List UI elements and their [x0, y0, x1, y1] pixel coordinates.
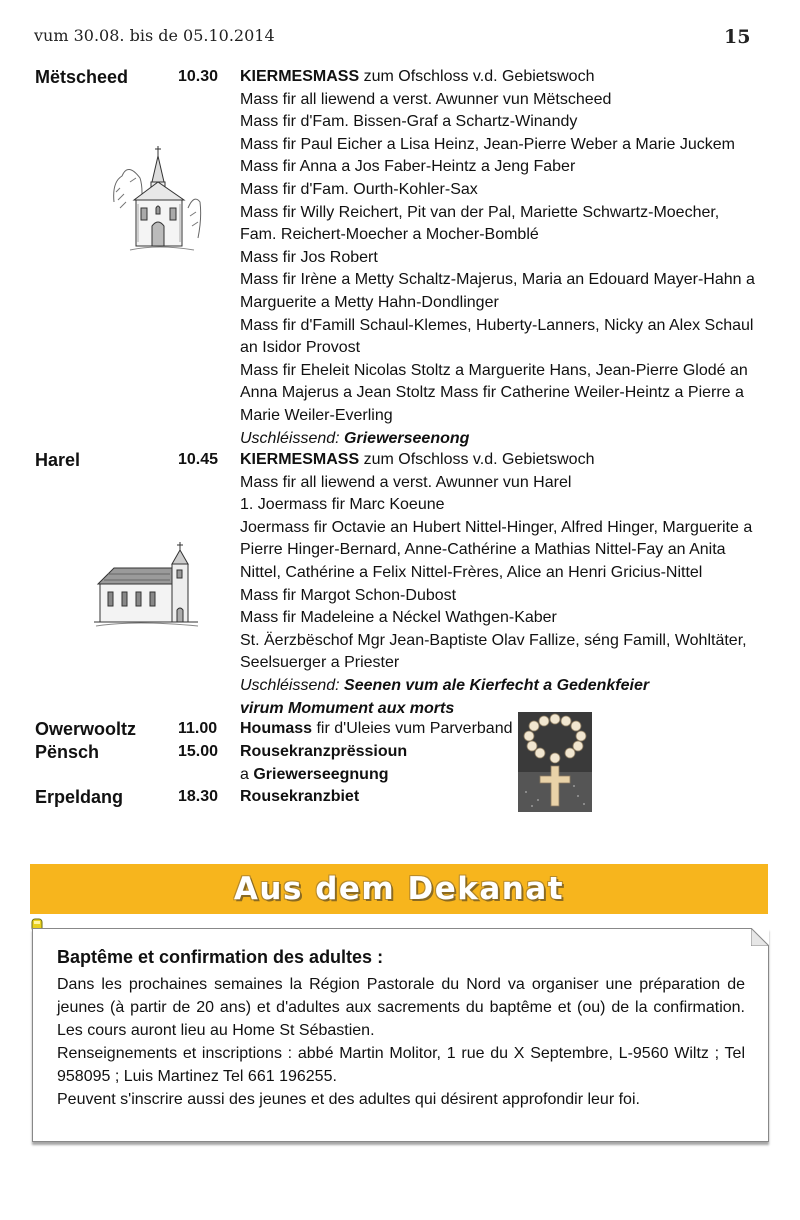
schedule-line	[240, 472, 765, 495]
schedule-text: Marie Weiler-Everling	[240, 406, 393, 424]
notice-box	[32, 928, 769, 1142]
schedule-text: Griewerseegnung	[253, 765, 389, 783]
schedule-text: Fam. Reichert-Moecher a Mocher-Bomblé	[240, 226, 539, 244]
schedule-text: zum Ofschloss v.d. Gebietswoch	[359, 68, 595, 85]
schedule-line	[240, 405, 765, 428]
metscheed-church-drawing	[110, 142, 202, 254]
schedule-line	[240, 428, 765, 451]
schedule-line	[240, 652, 765, 675]
schedule-text: Mass fir d'Fam. Bissen-Graf a Schartz-Winandy	[240, 113, 578, 131]
schedule-text: Mass fir Eheleit Nicolas Stoltz a Marguerite Hans, Jean-Pierre Glodé an	[240, 361, 748, 379]
schedule-text: Mass fir all liewend a verst. Awunner vun Harel	[240, 473, 572, 491]
schedule-line	[240, 764, 765, 787]
harel-church-drawing	[94, 540, 200, 630]
event-lines	[240, 718, 765, 741]
event-lines	[240, 66, 765, 450]
event-place: Harel	[35, 450, 81, 470]
schedule-text: Rousekranzbiet	[240, 788, 360, 805]
notice-title: Baptême et confirmation des adultes :	[57, 947, 384, 967]
schedule-line	[240, 134, 765, 157]
schedule-text: St. Äerzbëschof Mgr Jean-Baptiste Olav Fallize, séng Famill, Wohltäter,	[240, 631, 747, 649]
event-lines	[240, 741, 765, 786]
schedule-line	[240, 585, 765, 608]
schedule-text: Mass fir Jos Robert	[240, 248, 378, 266]
schedule-line	[240, 630, 765, 653]
schedule-line	[240, 517, 765, 540]
schedule-text: virum Momument aux morts	[240, 699, 455, 717]
event-time: 10.45	[178, 451, 219, 468]
schedule-line	[240, 337, 765, 360]
schedule-line	[240, 786, 765, 809]
schedule-text: Seenen vum ale Kierfecht a Gedenkfeier	[344, 676, 650, 694]
schedule-text: zum Ofschloss v.d. Gebietswoch	[359, 451, 595, 468]
folded-corner	[751, 928, 769, 946]
schedule-line	[240, 315, 765, 338]
banner-title: Aus dem Dekanat	[233, 871, 565, 907]
schedule-line	[240, 494, 765, 517]
schedule-line	[240, 698, 765, 721]
schedule-text: Mass fir Margot Schon-Dubost	[240, 586, 457, 604]
event-place: Erpeldang	[35, 787, 124, 807]
schedule-line	[240, 156, 765, 179]
schedule-text: fir d'Uleies vum Parverband	[312, 720, 513, 737]
schedule-line	[240, 269, 765, 292]
event-place: Pënsch	[35, 742, 100, 762]
schedule-line	[240, 202, 765, 225]
schedule-line	[240, 562, 765, 585]
header-date: vum 30.08. bis de 05.10.2014	[34, 26, 275, 45]
event-lines	[240, 786, 765, 809]
event-time: 18.30	[178, 788, 219, 805]
event-place: Owerwooltz	[35, 719, 137, 739]
schedule-text: KIERMESMASS	[240, 68, 360, 85]
schedule-text: Rousekranzprëssioun	[240, 743, 408, 760]
schedule-line	[240, 741, 765, 764]
notice-body	[57, 973, 745, 1111]
schedule-text: Anna Majerus a Jean Stoltz Mass fir Catherine Weiler-Heintz a Pierre a	[240, 384, 744, 402]
schedule-text: Marguerite a Metty Hahn-Dondlinger	[240, 293, 499, 311]
schedule-text: Joermass fir Octavie an Hubert Nittel-Hinger, Alfred Hinger, Marguerite a	[240, 518, 753, 536]
schedule-text: Mass fir Irène a Metty Schaltz-Majerus, Maria an Edouard Mayer-Hahn a	[240, 271, 755, 289]
schedule-text: Uschléissend:	[240, 676, 345, 694]
event-lines	[240, 449, 765, 720]
event-time: 10.30	[178, 68, 219, 85]
schedule-line	[240, 539, 765, 562]
schedule-text: Mass fir all liewend a verst. Awunner vun Mëtscheed	[240, 90, 612, 108]
notice-paragraph: Renseignements et inscriptions : abbé Martin Molitor, 1 rue du X Septembre, L-9560 Wiltz ; Tel 958095 ; Luis Martinez Tel 661 196255.	[57, 1045, 745, 1085]
schedule-line	[240, 89, 765, 112]
schedule-text: Houmass	[240, 720, 313, 737]
schedule-line	[240, 111, 765, 134]
schedule-line	[240, 607, 765, 630]
schedule-text: Griewerseenong	[344, 429, 470, 447]
event-time: 15.00	[178, 743, 219, 760]
schedule-text: 1. Joermass fir Marc Koeune	[240, 496, 445, 514]
schedule-line	[240, 247, 765, 270]
schedule-text: Pierre Hinger-Bernard, Anne-Cathérine a Mathias Nittel-Fay an Anita	[240, 541, 726, 559]
rosary-cross-photo	[518, 712, 592, 812]
schedule-text: Mass fir d'Fam. Ourth-Kohler-Sax	[240, 180, 478, 198]
schedule-text: Mass fir Willy Reichert, Pit van der Pal, Mariette Schwartz-Moecher,	[240, 203, 720, 221]
schedule-line	[240, 449, 765, 472]
schedule-text: Seelsuerger a Priester	[240, 654, 400, 672]
schedule-line	[240, 179, 765, 202]
schedule-line	[240, 382, 765, 405]
schedule-text: a	[240, 765, 254, 783]
schedule-text: KIERMESMASS	[240, 451, 360, 468]
schedule-line	[240, 224, 765, 247]
schedule-text: Nittel, Cathérine a Felix Nittel-Frères, Alice an Henri Gricius-Nittel	[240, 563, 703, 581]
schedule-line	[240, 292, 765, 315]
schedule-text: Mass fir Madeleine a Néckel Wathgen-Kaber	[240, 609, 557, 627]
section-banner	[30, 864, 768, 914]
event-place: Mëtscheed	[35, 67, 129, 87]
event-time: 11.00	[178, 720, 218, 737]
notice-paragraph: Peuvent s'inscrire aussi des jeunes et des adultes qui désirent approfondir leur foi.	[57, 1091, 640, 1108]
schedule-text: Mass fir d'Famill Schaul-Klemes, Huberty-Lanners, Nicky an Alex Schaul	[240, 316, 754, 334]
schedule-line	[240, 360, 765, 383]
notice-paragraph: Dans les prochaines semaines la Région Pastorale du Nord va organiser une préparation de jeunes (à partir de 20 ans) et d'adultes aux sacrements du baptême et (ou) de la confirmation. Les cours auront lieu au Home St Sébastien.	[57, 976, 745, 1039]
schedule-line	[240, 66, 765, 89]
schedule-line	[240, 675, 765, 698]
schedule-line	[240, 718, 765, 741]
schedule-text: Mass fir Anna a Jos Faber-Heintz a Jeng Faber	[240, 158, 576, 176]
schedule-text: Mass fir Paul Eicher a Lisa Heinz, Jean-Pierre Weber a Marie Juckem	[240, 135, 735, 153]
schedule-text: an Isidor Provost	[240, 339, 361, 357]
page-number: 15	[724, 26, 751, 48]
schedule-text: Uschléissend:	[240, 429, 345, 447]
